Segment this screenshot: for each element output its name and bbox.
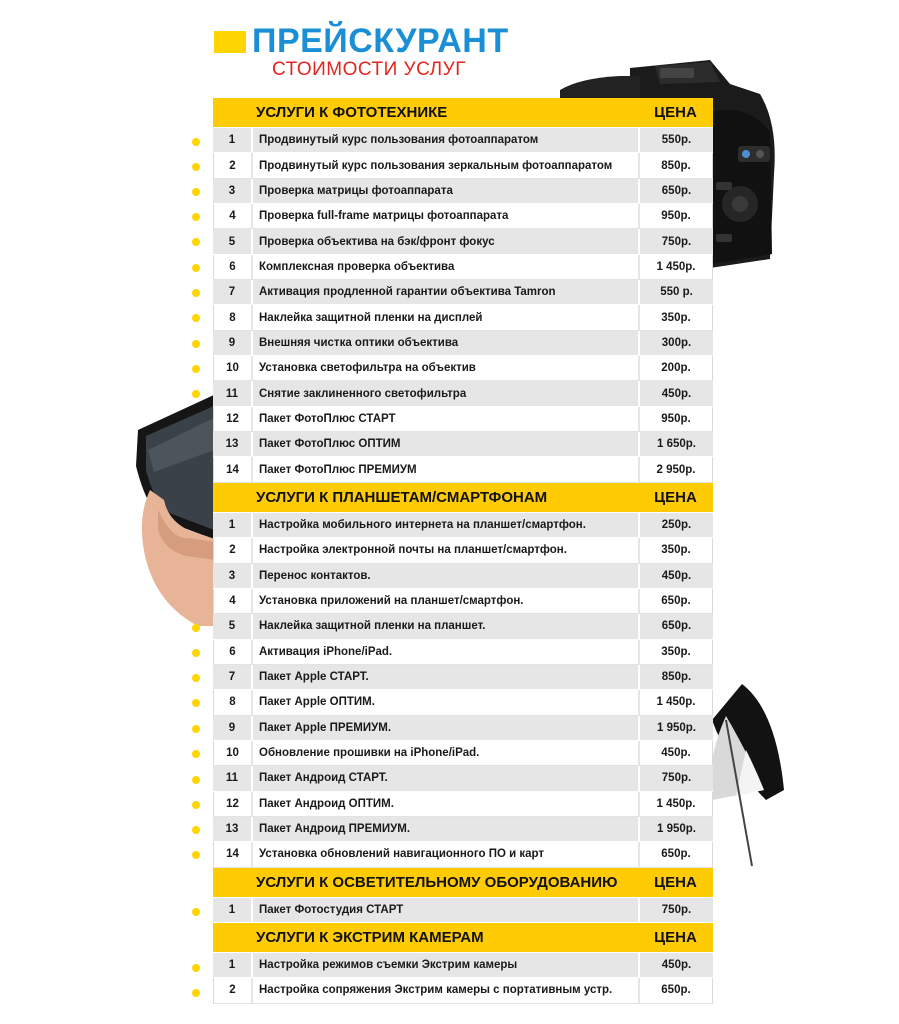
- section-title: УСЛУГИ К ФОТОТЕХНИКЕ: [256, 104, 448, 121]
- price-column-header: ЦЕНА: [654, 873, 697, 891]
- table-row: [213, 589, 713, 614]
- bullet-dot: [192, 750, 200, 758]
- table-row: [213, 953, 713, 978]
- service-name: Обновление прошивки на iPhone/iPad.: [251, 741, 638, 765]
- service-price: 2 950р.: [638, 457, 713, 481]
- service-price: 450р.: [638, 741, 713, 765]
- table-row: [213, 898, 713, 923]
- row-number: 13: [213, 432, 251, 456]
- price-column-header: ЦЕНА: [654, 928, 697, 946]
- service-price: 250р.: [638, 513, 713, 537]
- service-price: 550 р.: [638, 280, 713, 304]
- row-number: 5: [213, 614, 251, 638]
- bullet-dot: [192, 801, 200, 809]
- row-number: 3: [213, 179, 251, 203]
- service-price: 350р.: [638, 640, 713, 664]
- table-row: [213, 179, 713, 204]
- bullet-dot: [192, 989, 200, 997]
- service-price: 1 650р.: [638, 432, 713, 456]
- row-number: 1: [213, 953, 251, 977]
- row-number: 7: [213, 665, 251, 689]
- row-number: 9: [213, 331, 251, 355]
- service-name: Проверка матрицы фотоаппарата: [251, 179, 638, 203]
- service-name: Наклейка защитной пленки на планшет.: [251, 614, 638, 638]
- price-table: [213, 98, 713, 1004]
- service-name: Пакет Apple ПРЕМИУМ.: [251, 716, 638, 740]
- service-price: 850р.: [638, 665, 713, 689]
- service-price: 750р.: [638, 229, 713, 253]
- row-number: 13: [213, 817, 251, 841]
- bullet-dot: [192, 188, 200, 196]
- section-header-photo: [213, 98, 713, 128]
- bullet-dot: [192, 314, 200, 322]
- bullet-dot: [192, 826, 200, 834]
- bullet-dot: [192, 776, 200, 784]
- row-number: 11: [213, 381, 251, 405]
- table-row: [213, 153, 713, 178]
- service-name: Пакет Apple СТАРТ.: [251, 665, 638, 689]
- bullet-dot: [192, 138, 200, 146]
- table-row: [213, 255, 713, 280]
- service-price: 750р.: [638, 766, 713, 790]
- service-price: 300р.: [638, 331, 713, 355]
- service-price: 450р.: [638, 953, 713, 977]
- service-name: Пакет Андроид ОПТИМ.: [251, 792, 638, 816]
- service-name: Внешняя чистка оптики объектива: [251, 331, 638, 355]
- table-row: [213, 407, 713, 432]
- row-number: 14: [213, 457, 251, 481]
- row-number: 2: [213, 978, 251, 1002]
- header-square: [214, 31, 246, 53]
- service-name: Активация iPhone/iPad.: [251, 640, 638, 664]
- table-row: [213, 204, 713, 229]
- service-price: 350р.: [638, 538, 713, 562]
- bullet-dot: [192, 851, 200, 859]
- section-header-tablets: [213, 483, 713, 513]
- bullet-dot: [192, 163, 200, 171]
- table-row: [213, 690, 713, 715]
- row-number: 12: [213, 407, 251, 431]
- service-name: Комплексная проверка объектива: [251, 255, 638, 279]
- row-number: 10: [213, 741, 251, 765]
- table-row: [213, 513, 713, 538]
- service-name: Пакет ФотоПлюс СТАРТ: [251, 407, 638, 431]
- row-number: 9: [213, 716, 251, 740]
- umbrella-image: [706, 680, 786, 870]
- bullet-dot: [192, 649, 200, 657]
- bullet-dot: [192, 725, 200, 733]
- bullet-dot: [192, 390, 200, 398]
- bullet-dot: [192, 340, 200, 348]
- service-price: 750р.: [638, 898, 713, 922]
- row-number: 8: [213, 690, 251, 714]
- service-price: 450р.: [638, 564, 713, 588]
- row-number: 1: [213, 898, 251, 922]
- service-name: Установка обновлений навигационного ПО и карт: [251, 842, 638, 866]
- service-price: 200р.: [638, 356, 713, 380]
- service-name: Настройка режимов съемки Экстрим камеры: [251, 953, 638, 977]
- table-row: [213, 614, 713, 639]
- service-price: 950р.: [638, 407, 713, 431]
- table-row: [213, 564, 713, 589]
- service-name: Пакет Андроид ПРЕМИУМ.: [251, 817, 638, 841]
- service-name: Пакет Фотостудия СТАРТ: [251, 898, 638, 922]
- row-number: 1: [213, 128, 251, 152]
- row-number: 2: [213, 153, 251, 177]
- table-row: [213, 280, 713, 305]
- row-number: 14: [213, 842, 251, 866]
- table-row: [213, 381, 713, 406]
- service-price: 1 450р.: [638, 792, 713, 816]
- row-number: 4: [213, 204, 251, 228]
- service-price: 1 450р.: [638, 690, 713, 714]
- tablet-image: [128, 390, 218, 630]
- bullet-dot: [192, 264, 200, 272]
- section-title: УСЛУГИ К ОСВЕТИТЕЛЬНОМУ ОБОРУДОВАНИЮ: [256, 873, 618, 891]
- row-number: 5: [213, 229, 251, 253]
- bullet-dot: [192, 289, 200, 297]
- bullet-dot: [192, 908, 200, 916]
- service-name: Настройка сопряжения Экстрим камеры с портативным устр.: [251, 978, 638, 1002]
- service-price: 350р.: [638, 305, 713, 329]
- bullet-dot: [192, 964, 200, 972]
- row-number: 6: [213, 255, 251, 279]
- table-row: [213, 817, 713, 842]
- service-price: 650р.: [638, 614, 713, 638]
- service-price: 650р.: [638, 842, 713, 866]
- table-row: [213, 538, 713, 563]
- service-name: Пакет ФотоПлюс ОПТИМ: [251, 432, 638, 456]
- row-number: 2: [213, 538, 251, 562]
- service-price: 850р.: [638, 153, 713, 177]
- page-subtitle: СТОИМОСТИ УСЛУГ: [272, 59, 467, 80]
- row-number: 12: [213, 792, 251, 816]
- section-title: УСЛУГИ К ПЛАНШЕТАМ/СМАРТФОНАМ: [256, 488, 548, 506]
- service-price: 550р.: [638, 128, 713, 152]
- service-name: Настройка мобильного интернета на планшет/смартфон.: [251, 513, 638, 537]
- service-name: Активация продленной гарантии объектива Tamron: [251, 280, 638, 304]
- bullet-dot: [192, 365, 200, 373]
- service-price: 1 450р.: [638, 255, 713, 279]
- row-number: 6: [213, 640, 251, 664]
- table-row: [213, 128, 713, 153]
- table-row: [213, 716, 713, 741]
- service-price: 950р.: [638, 204, 713, 228]
- service-name: Пакет Apple ОПТИМ.: [251, 690, 638, 714]
- service-price: 650р.: [638, 589, 713, 613]
- bullet-dot: [192, 699, 200, 707]
- row-number: 3: [213, 564, 251, 588]
- table-row: [213, 741, 713, 766]
- price-column-header: ЦЕНА: [654, 488, 697, 506]
- row-number: 4: [213, 589, 251, 613]
- row-number: 7: [213, 280, 251, 304]
- table-row: [213, 842, 713, 867]
- table-row: [213, 229, 713, 254]
- table-row: [213, 766, 713, 791]
- service-name: Снятие заклиненного светофильтра: [251, 381, 638, 405]
- section-header-lighting: [213, 868, 713, 898]
- table-row: [213, 356, 713, 381]
- service-price: 450р.: [638, 381, 713, 405]
- service-name: Продвинутый курс пользования зеркальным фотоаппаратом: [251, 153, 638, 177]
- service-price: 1 950р.: [638, 716, 713, 740]
- service-name: Пакет ФотоПлюс ПРЕМИУМ: [251, 457, 638, 481]
- service-name: Перенос контактов.: [251, 564, 638, 588]
- table-row: [213, 792, 713, 817]
- service-price: 1 950р.: [638, 817, 713, 841]
- row-number: 11: [213, 766, 251, 790]
- service-name: Наклейка защитной пленки на дисплей: [251, 305, 638, 329]
- bullet-dot: [192, 238, 200, 246]
- table-row: [213, 457, 713, 482]
- table-row: [213, 640, 713, 665]
- service-name: Установка приложений на планшет/смартфон.: [251, 589, 638, 613]
- table-row: [213, 665, 713, 690]
- price-column-header: ЦЕНА: [654, 104, 697, 121]
- row-number: 8: [213, 305, 251, 329]
- bullet-dot: [192, 213, 200, 221]
- table-row: [213, 305, 713, 330]
- row-number: 10: [213, 356, 251, 380]
- bullet-dot: [192, 674, 200, 682]
- page-title: ПРЕЙСКУРАНТ: [252, 22, 509, 60]
- section-title: УСЛУГИ К ЭКСТРИМ КАМЕРАМ: [256, 928, 484, 946]
- service-price: 650р.: [638, 978, 713, 1002]
- service-name: Проверка full-frame матрицы фотоаппарата: [251, 204, 638, 228]
- service-name: Пакет Андроид СТАРТ.: [251, 766, 638, 790]
- section-header-extreme-cameras: [213, 923, 713, 953]
- service-price: 650р.: [638, 179, 713, 203]
- row-number: 1: [213, 513, 251, 537]
- table-row: [213, 331, 713, 356]
- service-name: Установка светофильтра на объектив: [251, 356, 638, 380]
- bullet-dot: [192, 624, 200, 632]
- service-name: Проверка объектива на бэк/фронт фокус: [251, 229, 638, 253]
- service-name: Продвинутый курс пользования фотоаппаратом: [251, 128, 638, 152]
- table-row: [213, 978, 713, 1003]
- service-name: Настройка электронной почты на планшет/смартфон.: [251, 538, 638, 562]
- table-row: [213, 432, 713, 457]
